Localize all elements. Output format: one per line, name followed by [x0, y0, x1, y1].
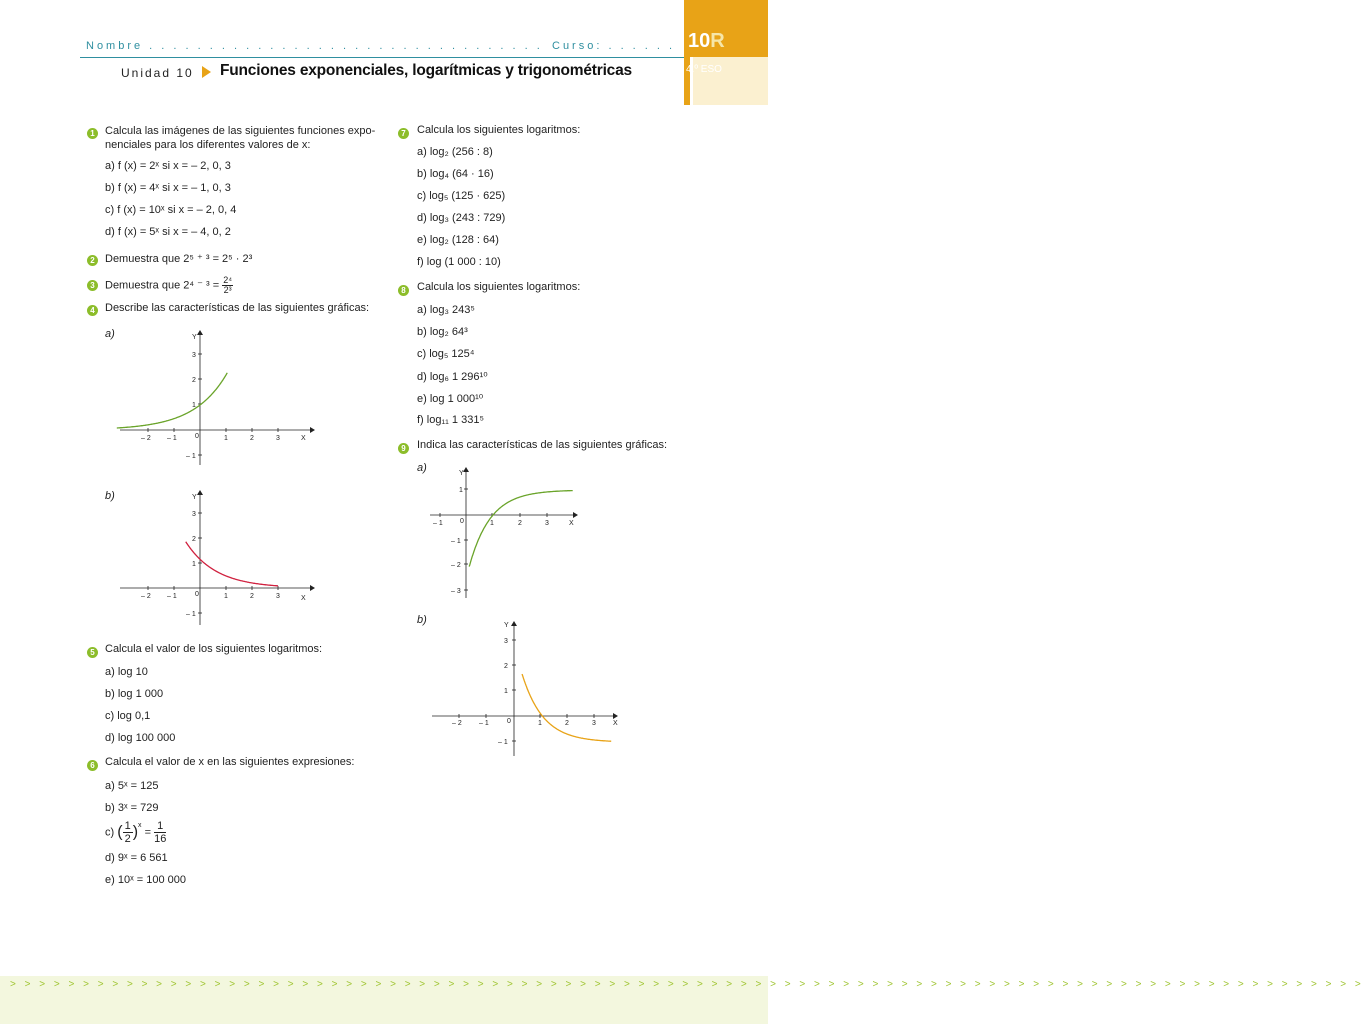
- tick-label-y-m1: – 1: [186, 611, 196, 618]
- ex7-statement: Calcula los siguientes logaritmos:: [417, 124, 581, 136]
- ex8-item-f: f) log₁₁ 1 331⁵: [417, 414, 485, 426]
- ex1-item-b: b) f (x) = 4ˣ si x = – 1, 0, 3: [105, 182, 231, 194]
- ex1-statement-line2: nenciales para los diferentes valores de x:: [105, 139, 311, 151]
- tick-label-x-1: 1: [224, 435, 228, 442]
- ex3-statement: [105, 276, 233, 295]
- tick-label-y-m3: – 3: [451, 588, 461, 595]
- tick-label-y-2: 2: [192, 536, 196, 543]
- tick-label-x-2: 2: [565, 720, 569, 727]
- x-axis-arrow-icon: [613, 713, 618, 719]
- graph-9a: [425, 466, 580, 601]
- ex9-label-a: a): [417, 462, 427, 474]
- tick-label-y-1: 1: [192, 402, 196, 409]
- logarithmic-growth-curve: [469, 491, 573, 567]
- exercise-number-9: 9: [398, 443, 409, 454]
- tick-label-x-3: 3: [276, 593, 280, 600]
- nombre-field: Nombre . . . . . . . . . . . . . . . . . . . . . . . . . . . . . . . . .: [86, 40, 543, 52]
- tick-label-y-1: 1: [504, 688, 508, 695]
- tick-label-x-m1: – 1: [433, 520, 443, 527]
- graph-4a: [115, 330, 315, 470]
- x-axis-arrow-icon: [310, 585, 315, 591]
- tick-label-y-2: 2: [192, 377, 196, 384]
- tick-label-y-m1: – 1: [186, 453, 196, 460]
- tick-label-x-3: 3: [545, 520, 549, 527]
- exercise-number-1: 1: [87, 128, 98, 139]
- tick-label-x-m2: – 2: [141, 593, 151, 600]
- ex7-item-a: a) log₂ (256 : 8): [417, 146, 493, 158]
- ex8-item-a: a) log₃ 243⁵: [417, 304, 475, 316]
- ex7-item-d: d) log₃ (243 : 729): [417, 212, 506, 224]
- ex3-fraction: $\frac{\text{2⁴}}{\text{2³}}$: [223, 275, 233, 295]
- ex7-item-b: b) log₄ (64 · 16): [417, 168, 494, 180]
- tick-label-y-3: 3: [192, 352, 196, 359]
- exercise-number-2: 2: [87, 255, 98, 266]
- tick-label-y-2: 2: [504, 663, 508, 670]
- ex5-item-d: d) log 100 000: [105, 732, 176, 744]
- graph-9b: [430, 618, 625, 758]
- header-rule: [80, 57, 684, 58]
- tick-label-x-1: 1: [224, 593, 228, 600]
- tick-label-y-m2: – 2: [451, 562, 461, 569]
- tick-label-x-m2: – 2: [141, 435, 151, 442]
- exercise-number-3: 3: [87, 280, 98, 291]
- x-label: X: [301, 595, 306, 602]
- ex5-statement: Calcula el valor de los siguientes logaritmos:: [105, 643, 323, 655]
- ex4-label-b: b): [105, 490, 115, 502]
- tick-label-y-1: 1: [192, 561, 196, 568]
- ex8-item-b: b) log₂ 64³: [417, 326, 468, 338]
- footer-arrows: > > > > > > > > > > > > > > > > > > > > > > > > > > > > > > > > > > > > > > > > > > > > > > > > > > > > > > > > > > > > > > > > > > > > > > > > > > > > > > > > > > > > > > > > > > > > >: [10, 979, 1364, 990]
- ex1-statement-line1: Calcula las imágenes de las siguientes funciones expo-: [105, 125, 376, 137]
- ex8-statement: Calcula los siguientes logaritmos:: [417, 281, 581, 293]
- x-label: X: [613, 720, 618, 727]
- ex5-item-b: b) log 1 000: [105, 688, 164, 700]
- ex1-item-d: d) f (x) = 5ˣ si x = – 4, 0, 2: [105, 226, 231, 238]
- origin-label: 0: [195, 591, 199, 598]
- ex6-c-right-fraction: $\frac{1}{16}$: [154, 820, 167, 845]
- ex4-statement: Describe las características de las siguientes gráficas:: [105, 302, 370, 314]
- tick-label-x-1: 1: [538, 720, 542, 727]
- y-label: Y: [504, 622, 509, 629]
- tick-label-x-2: 2: [250, 435, 254, 442]
- tick-label-x-2: 2: [518, 520, 522, 527]
- tick-label-y-1: 1: [459, 487, 463, 494]
- x-label: X: [569, 520, 574, 527]
- y-axis-arrow-icon: [197, 490, 203, 495]
- ex6-statement: Calcula el valor de x en las siguientes expresiones:: [105, 756, 355, 768]
- ex5-item-c: c) log 0,1: [105, 710, 151, 722]
- exercise-number-4: 4: [87, 305, 98, 316]
- page-title: Funciones exponenciales, logarítmicas y trigonométricas: [220, 62, 632, 79]
- ex7-item-f: f) log (1 000 : 10): [417, 256, 501, 268]
- tick-label-x-m2: – 2: [452, 720, 462, 727]
- unit-badge-label: 10R: [688, 30, 725, 52]
- tick-label-y-m1: – 1: [451, 538, 461, 545]
- ex8-item-c: c) log₅ 125⁴: [417, 348, 475, 360]
- ex5-item-a: a) log 10: [105, 666, 148, 678]
- origin-label: 0: [460, 518, 464, 525]
- origin-label: 0: [195, 433, 199, 440]
- exponential-decay-curve: [186, 542, 278, 586]
- tick-label-x-2: 2: [250, 593, 254, 600]
- ex7-item-e: e) log₂ (128 : 64): [417, 234, 499, 246]
- exponential-growth-curve: [117, 373, 228, 428]
- x-axis-arrow-icon: [310, 427, 315, 433]
- ex6-item-b: b) 3ˣ = 729: [105, 802, 159, 814]
- level-label: 4.º ESO: [686, 64, 722, 75]
- exercise-number-8: 8: [398, 285, 409, 296]
- ex1-item-a: a) f (x) = 2ˣ si x = – 2, 0, 3: [105, 160, 231, 172]
- y-label: Y: [192, 334, 197, 341]
- tick-label-y-3: 3: [192, 511, 196, 518]
- tick-label-x-m1: – 1: [167, 593, 177, 600]
- tick-label-x-3: 3: [276, 435, 280, 442]
- unit-label: Unidad 10: [121, 66, 194, 80]
- tick-label-y-3: 3: [504, 638, 508, 645]
- y-label: Y: [192, 494, 197, 501]
- tick-label-x-3: 3: [592, 720, 596, 727]
- x-label: X: [301, 435, 306, 442]
- y-axis-arrow-icon: [511, 621, 517, 626]
- ex9-label-b: b): [417, 614, 427, 626]
- y-label: Y: [459, 470, 464, 477]
- graph-4b: [115, 490, 315, 630]
- ex6-c-left-fraction: $\frac{1}{2}$: [124, 820, 131, 845]
- ex6-item-d: d) 9ˣ = 6 561: [105, 852, 168, 864]
- y-axis-arrow-icon: [463, 467, 469, 472]
- ex6-item-a: a) 5ˣ = 125: [105, 780, 159, 792]
- y-axis-arrow-icon: [197, 330, 203, 335]
- tick-label-x-m1: – 1: [167, 435, 177, 442]
- ex7-item-c: c) log₅ (125 · 625): [417, 190, 506, 202]
- ex6-item-e: e) 10ˣ = 100 000: [105, 874, 186, 886]
- decay-curve: [522, 674, 611, 741]
- curso-field: Curso: . . . . . .: [552, 40, 676, 52]
- exercise-number-7: 7: [398, 128, 409, 139]
- exercise-number-5: 5: [87, 647, 98, 658]
- origin-label: 0: [507, 718, 511, 725]
- ex6-item-c: c) ( $\frac{1}{2})^x$ = $\frac{1}{16}$: [105, 820, 167, 845]
- x-axis-arrow-icon: [573, 512, 578, 518]
- tick-label-x-m1: – 1: [479, 720, 489, 727]
- tick-label-x-1: 1: [490, 520, 494, 527]
- exercise-number-6: 6: [87, 760, 98, 771]
- tick-label-y-m1: – 1: [498, 739, 508, 746]
- ex9-statement: Indica las características de las siguientes gráficas:: [417, 439, 668, 451]
- ex3-text: Demuestra que 2⁴ ⁻ ³ =: [105, 279, 220, 292]
- ex2-statement: Demuestra que 2⁵ ⁺ ³ = 2⁵ · 2³: [105, 253, 253, 265]
- ex4-label-a: a): [105, 328, 115, 340]
- triangle-arrow-icon: [202, 66, 211, 78]
- ex8-item-d: d) log₆ 1 296¹⁰: [417, 371, 488, 383]
- ex8-item-e: e) log 1 000¹⁰: [417, 393, 484, 405]
- ex1-item-c: c) f (x) = 10ˣ si x = – 2, 0, 4: [105, 204, 237, 216]
